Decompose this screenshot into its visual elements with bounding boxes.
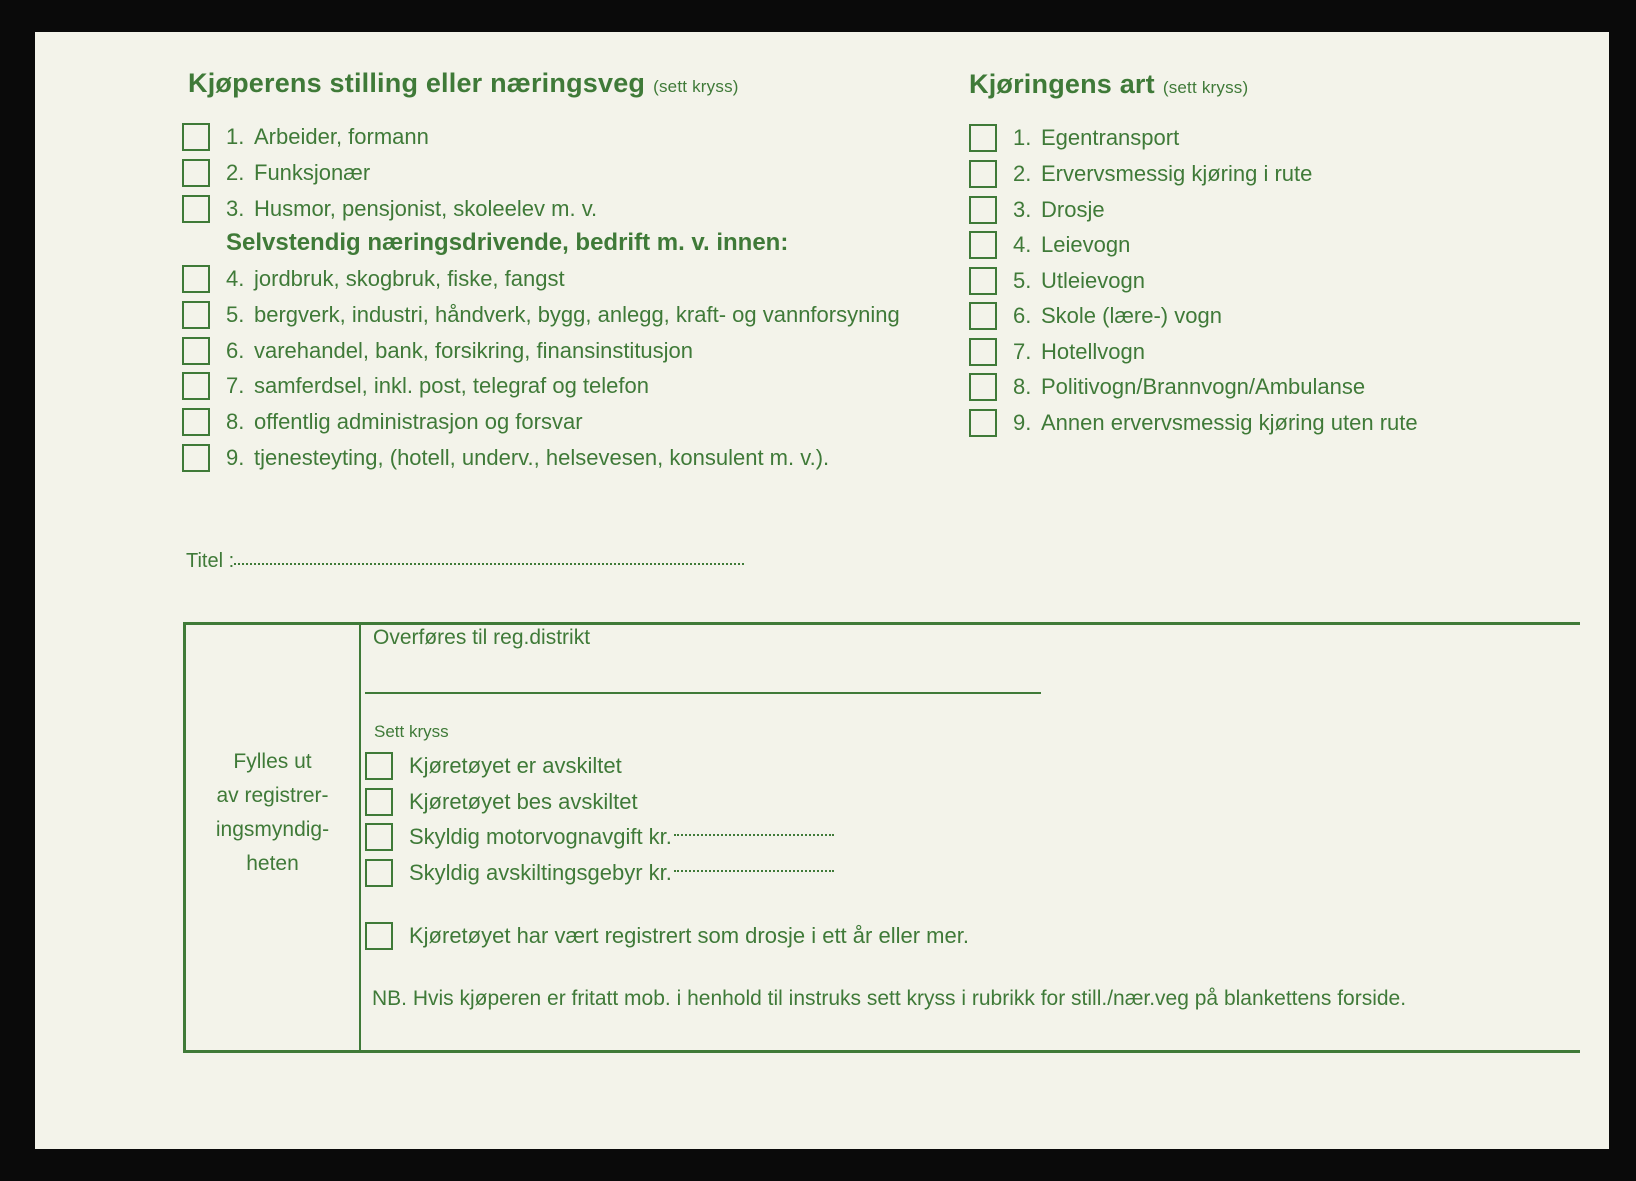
panel-divider-rule [359,622,361,1053]
occupation-option-2[interactable] [182,158,370,188]
titel-field[interactable] [186,550,744,573]
option-label: Funksjonær [254,160,371,185]
checkbox[interactable] [182,444,210,472]
option-number: 2. [226,160,245,185]
checkbox[interactable] [365,823,393,851]
checkbox[interactable] [969,302,997,330]
transfer-label: Overføres til reg.distrikt [373,626,591,649]
option-label: bergverk, industri, håndverk, bygg, anlegg, kraft- og vannforsyning [254,302,900,327]
check-label: Kjøretøyet bes avskiltet [409,789,638,814]
authority-note-line: Fylles ut [233,750,312,773]
checkbox[interactable] [969,409,997,437]
option-label: Husmor, pensjonist, skoleelev m. v. [254,196,598,221]
option-label: Drosje [1041,197,1105,222]
checkbox[interactable] [969,196,997,224]
checkbox[interactable] [969,124,997,152]
option-label: Utleievogn [1041,268,1145,293]
occupation-option-3[interactable] [182,194,597,224]
check-request-deregister[interactable] [365,787,638,817]
driving-type-option-5[interactable] [969,266,1145,296]
checkbox[interactable] [365,922,393,950]
option-number: 9. [226,445,245,470]
option-label: jordbruk, skogbruk, fiske, fangst [254,266,565,291]
option-number: 7. [226,373,245,398]
option-number: 4. [226,266,245,291]
option-number: 6. [226,338,245,363]
driving-type-option-9[interactable] [969,408,1418,438]
checkbox[interactable] [182,265,210,293]
option-label: offentlig administrasjon og forsvar [254,409,583,434]
checkbox[interactable] [969,160,997,188]
occupation-option-7[interactable] [182,371,649,401]
checkbox[interactable] [969,267,997,295]
authority-note-line: av registrer- [216,784,329,807]
option-label: tjenesteyting, (hotell, underv., helsevesen, konsulent m. v.). [254,445,830,470]
amount-dotted-line[interactable] [674,834,834,836]
occupation-option-1[interactable] [182,122,429,152]
check-taxi-one-year[interactable] [365,921,969,951]
authority-note-line: ingsmyndig- [215,818,330,841]
checkbox[interactable] [182,123,210,151]
checkbox[interactable] [182,195,210,223]
transfer-input-line[interactable] [365,692,1041,694]
option-label: Ervervsmessig kjøring i rute [1041,161,1313,186]
occupation-option-5[interactable] [182,300,900,330]
option-number: 1. [1013,125,1032,150]
left-heading-text: Kjøperens stilling eller næringsveg [188,68,646,98]
occupation-option-6[interactable] [182,336,693,366]
left-heading [188,68,739,99]
check-plate-fee-owed[interactable] [365,858,834,888]
check-label: Kjøretøyet er avskiltet [409,753,622,778]
nb-note: NB. Hvis kjøperen er fritatt mob. i henhold til instruks sett kryss i rubrikk for still./nær.veg på blankettens forside. [372,987,1407,1010]
check-vehicle-fee-owed[interactable] [365,822,834,852]
option-number: 3. [1013,197,1032,222]
driving-type-option-4[interactable] [969,230,1130,260]
titel-dotted-line[interactable] [234,563,744,565]
right-heading [969,69,1248,100]
option-number: 5. [1013,268,1032,293]
driving-type-option-1[interactable] [969,123,1179,153]
panel-bottom-rule [183,1050,1580,1053]
driving-type-option-3[interactable] [969,195,1105,225]
option-label: Egentransport [1041,125,1180,150]
occupation-option-4[interactable] [182,264,565,294]
checkbox[interactable] [969,373,997,401]
self-employed-subheading: Selvstendig næringsdrivende, bedrift m. v. innen: [226,229,789,256]
option-label: Annen ervervsmessig kjøring uten rute [1041,410,1418,435]
option-label: Hotellvogn [1041,339,1145,364]
checkbox[interactable] [182,408,210,436]
driving-type-option-6[interactable] [969,301,1222,331]
checkbox[interactable] [969,338,997,366]
option-label: varehandel, bank, forsikring, finansinstitusjon [254,338,694,363]
driving-type-option-7[interactable] [969,337,1145,367]
form-page [35,32,1609,1149]
right-heading-text: Kjøringens art [969,69,1155,99]
option-number: 4. [1013,232,1032,257]
occupation-option-9[interactable] [182,443,829,473]
option-number: 2. [1013,161,1032,186]
option-number: 7. [1013,339,1032,364]
authority-note-line: heten [246,852,299,875]
driving-type-option-2[interactable] [969,159,1312,189]
option-label: Skole (lære-) vogn [1041,303,1222,328]
checkbox[interactable] [365,752,393,780]
sett-kryss-label: Sett kryss [374,722,449,741]
authority-note [186,745,359,881]
check-label: Skyldig avskiltingsgebyr kr. [409,860,672,885]
check-label: Kjøretøyet har vært registrert som drosje i ett år eller mer. [409,923,969,948]
option-label: Arbeider, formann [254,124,429,149]
left-heading-note: (sett kryss) [653,77,739,96]
right-heading-note: (sett kryss) [1162,78,1249,97]
checkbox[interactable] [182,301,210,329]
checkbox[interactable] [182,337,210,365]
driving-type-option-8[interactable] [969,372,1365,402]
option-label: samferdsel, inkl. post, telegraf og telefon [254,373,649,398]
option-number: 1. [226,124,245,149]
checkbox[interactable] [365,859,393,887]
option-label: Politivogn/Brannvogn/Ambulanse [1041,374,1366,399]
option-number: 5. [226,302,245,327]
option-number: 8. [226,409,245,434]
amount-dotted-line[interactable] [674,870,834,872]
option-number: 6. [1013,303,1032,328]
checkbox[interactable] [969,231,997,259]
titel-label: Titel : [186,550,235,572]
checkbox[interactable] [365,788,393,816]
panel-top-rule [183,622,1580,625]
check-deregistered[interactable] [365,751,622,781]
option-number: 8. [1013,374,1032,399]
option-number: 9. [1013,410,1032,435]
checkbox[interactable] [182,159,210,187]
check-label: Skyldig motorvognavgift kr. [409,824,672,849]
occupation-option-8[interactable] [182,407,583,437]
option-number: 3. [226,196,245,221]
checkbox[interactable] [182,372,210,400]
option-label: Leievogn [1041,232,1131,257]
